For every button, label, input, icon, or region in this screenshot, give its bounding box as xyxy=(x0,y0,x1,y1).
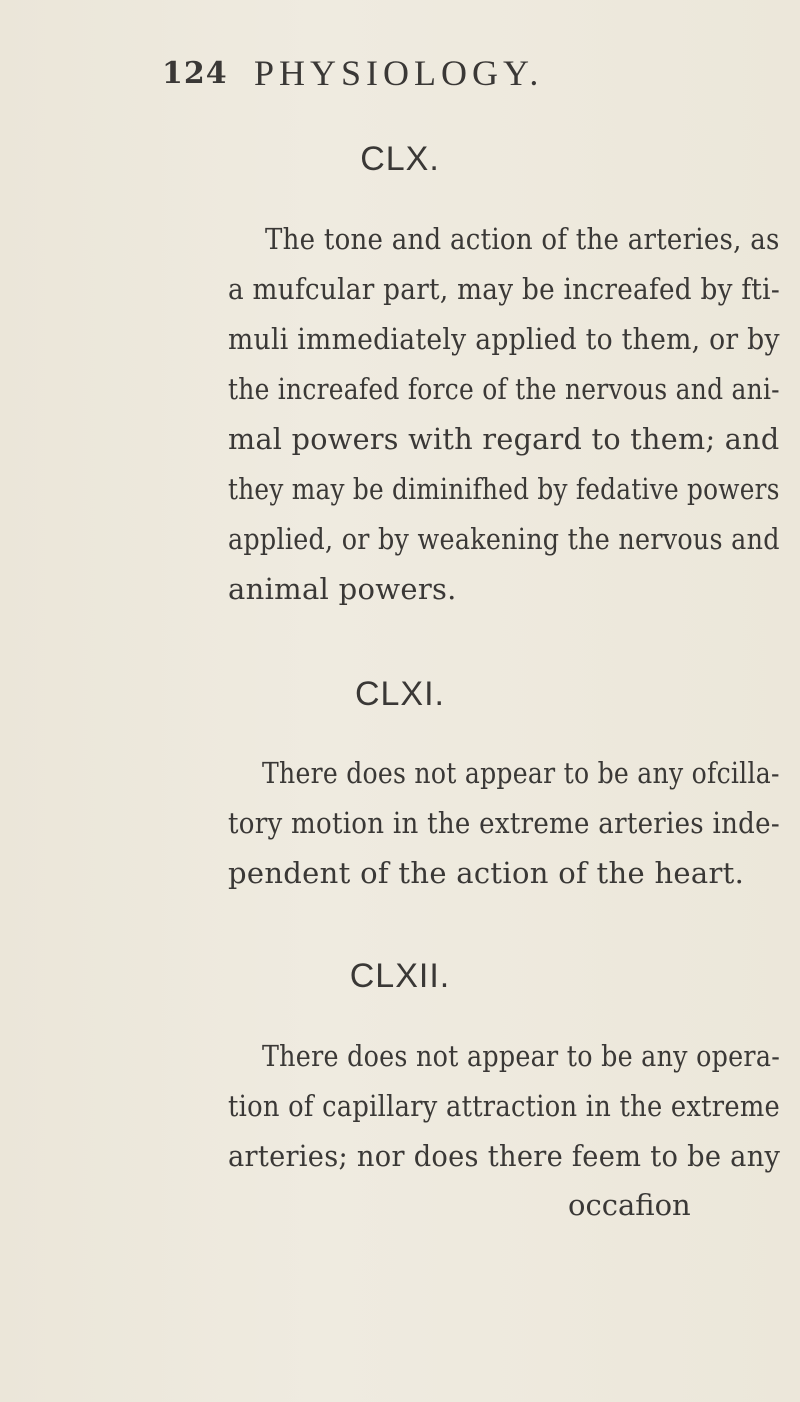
paragraph-line: applied, or by weakening the nervous and xyxy=(228,522,780,556)
section-heading-clxi: CLXI. xyxy=(354,675,446,713)
paragraph-line: There does not appear to be any opera- xyxy=(262,1039,781,1073)
paragraph-line: a mufcular part, may be increafed by fti- xyxy=(228,272,780,306)
paragraph-line: The tone and action of the arteries, as xyxy=(265,222,780,256)
paragraph-line: mal powers with regard to them; and xyxy=(228,422,780,456)
paragraph-line: pendent of the action of the heart. xyxy=(228,856,745,890)
page-number: 124 xyxy=(162,56,228,91)
paragraph-line: the increafed force of the nervous and ani- xyxy=(228,372,780,406)
paragraph-line: arteries; nor does there feem to be any xyxy=(228,1139,781,1173)
section-heading-clx: CLX. xyxy=(360,140,440,178)
paragraph-line: they may be diminifhed by fedative powers xyxy=(228,472,780,506)
catchword: occafion xyxy=(568,1188,691,1222)
running-head xyxy=(162,52,682,92)
paragraph-line: animal powers. xyxy=(228,572,457,606)
paragraph-line: tory motion in the extreme arteries inde- xyxy=(228,806,780,840)
running-title: PHYSIOLOGY. xyxy=(254,53,544,93)
section-heading-clxii: CLXII. xyxy=(349,957,451,995)
paragraph-line: tion of capillary attraction in the extreme xyxy=(228,1089,780,1123)
paragraph-line: muli immediately applied to them, or by xyxy=(228,322,780,356)
paragraph-line: There does not appear to be any ofcilla- xyxy=(262,756,780,790)
